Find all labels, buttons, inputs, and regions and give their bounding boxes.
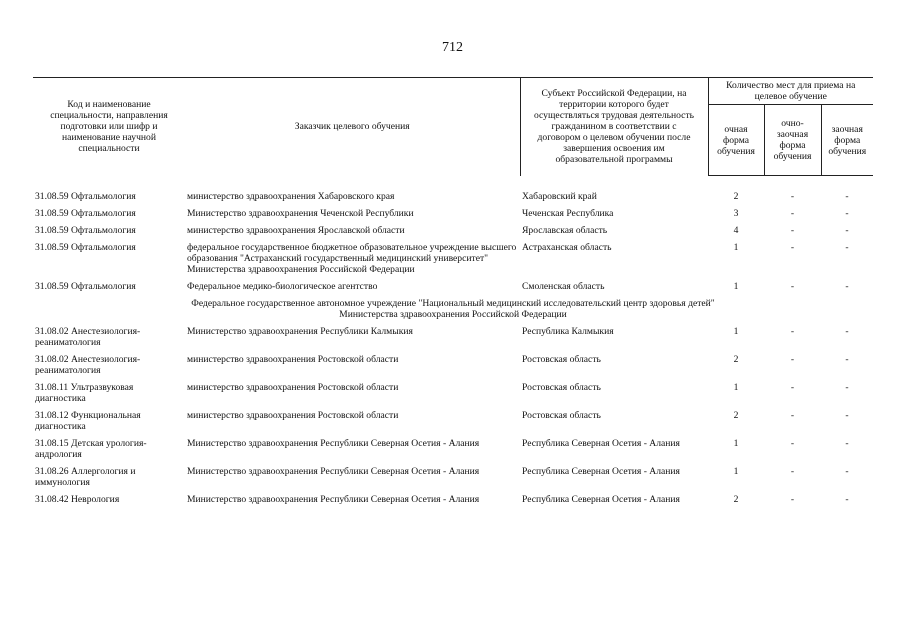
customer-cell: Министерство здравоохранения Республики Северная Осетия - Алания bbox=[187, 438, 480, 449]
part-time-places-cell: - bbox=[790, 326, 795, 337]
distance-places-cell: - bbox=[845, 466, 849, 477]
region-cell: Ростовская область bbox=[522, 382, 601, 393]
specialty-cell: 31.08.02 Анестезиология-реаниматология bbox=[35, 354, 141, 376]
customer-cell: министерство здравоохранения Ростовской области bbox=[187, 382, 399, 393]
full-time-places-cell: 1 bbox=[733, 242, 739, 253]
header-places: Количество мест для приема на целевое обучение bbox=[708, 78, 873, 105]
table-row bbox=[33, 207, 873, 224]
customer-cell: Министерство здравоохранения Чеченской Республики bbox=[187, 208, 414, 219]
specialty-cell: 31.08.59 Офтальмология bbox=[35, 281, 136, 292]
full-time-places-cell: 1 bbox=[733, 326, 739, 337]
specialty-cell: 31.08.59 Офтальмология bbox=[35, 225, 136, 236]
full-time-places-cell: 1 bbox=[733, 281, 739, 292]
customer-cell: министерство здравоохранения Хабаровского края bbox=[187, 191, 395, 202]
full-time-places-cell: 1 bbox=[733, 466, 739, 477]
distance-places-cell: - bbox=[845, 281, 849, 292]
customer-cell: Министерство здравоохранения Республики Северная Осетия - Алания bbox=[187, 494, 480, 505]
distance-places-cell: - bbox=[845, 326, 849, 337]
region-cell: Астраханская область bbox=[522, 242, 612, 253]
part-time-places-cell: - bbox=[790, 438, 795, 449]
distance-places-cell: - bbox=[845, 242, 849, 253]
customer-cell: Министерство здравоохранения Республики Калмыкия bbox=[187, 326, 413, 337]
part-time-places-cell: - bbox=[790, 281, 795, 292]
table-row bbox=[33, 409, 873, 437]
distance-places-cell: - bbox=[845, 354, 849, 365]
distance-places-cell: - bbox=[845, 438, 849, 449]
table-row bbox=[33, 224, 873, 241]
header-region: Субъект Российской Федерации, на территории которого будет осуществляться трудовая деятельность гражданином в соответствии с договором о целевом обучении после завершения освоения им образовательной программы bbox=[520, 78, 708, 176]
institution-name: Федеральное государственное автономное учреждение "Национальный медицинский исследовательский центр здоровья детей" bbox=[191, 298, 715, 309]
specialty-cell: 31.08.59 Офтальмология bbox=[35, 191, 136, 202]
header-full-time: очная форма обучения bbox=[708, 105, 764, 176]
region-cell: Республика Северная Осетия - Алания bbox=[522, 494, 680, 505]
part-time-places-cell: - bbox=[790, 191, 795, 202]
distance-places-cell: - bbox=[845, 208, 849, 219]
region-cell: Хабаровский край bbox=[522, 191, 597, 202]
region-cell: Ростовская область bbox=[522, 410, 601, 421]
region-cell: Ярославская область bbox=[522, 225, 608, 236]
header-code: Код и наименование специальности, направления подготовки или шифр и наименование научной специальности bbox=[33, 78, 185, 176]
specialty-cell: 31.08.02 Анестезиология-реаниматология bbox=[35, 326, 141, 348]
customer-cell: министерство здравоохранения Ярославской области bbox=[187, 225, 405, 236]
table-row bbox=[33, 437, 873, 465]
header-customer: Заказчик целевого обучения bbox=[185, 78, 520, 176]
full-time-places-cell: 3 bbox=[733, 208, 739, 219]
part-time-places-cell: - bbox=[790, 494, 795, 505]
customer-cell: министерство здравоохранения Ростовской области bbox=[187, 354, 399, 365]
distance-places-cell: - bbox=[845, 191, 849, 202]
page-number: 712 bbox=[442, 40, 463, 55]
region-cell: Республика Северная Осетия - Алания bbox=[522, 466, 680, 477]
full-time-places-cell: 4 bbox=[733, 225, 739, 236]
region-cell: Чеченская Республика bbox=[522, 208, 614, 219]
part-time-places-cell: - bbox=[790, 466, 795, 477]
full-time-places-cell: 2 bbox=[733, 354, 739, 365]
full-time-places-cell: 1 bbox=[733, 382, 739, 393]
table-row bbox=[33, 241, 873, 280]
table-row bbox=[33, 353, 873, 381]
customer-cell: министерство здравоохранения Ростовской области bbox=[187, 410, 399, 421]
part-time-places-cell: - bbox=[790, 354, 795, 365]
specialty-cell: 31.08.42 Неврология bbox=[35, 494, 120, 505]
distance-places-cell: - bbox=[845, 382, 849, 393]
table-row bbox=[33, 381, 873, 409]
customer-cell: Федеральное медико-биологическое агентство bbox=[187, 281, 378, 292]
part-time-places-cell: - bbox=[790, 410, 795, 421]
distance-places-cell: - bbox=[845, 494, 849, 505]
part-time-places-cell: - bbox=[790, 242, 795, 253]
table-row bbox=[33, 190, 873, 207]
institution-heading bbox=[33, 297, 873, 325]
header-part-time: очно-заочная форма обучения bbox=[764, 105, 821, 176]
region-cell: Республика Калмыкия bbox=[522, 326, 614, 337]
full-time-places-cell: 2 bbox=[733, 410, 739, 421]
region-cell: Смоленская область bbox=[522, 281, 605, 292]
full-time-places-cell: 1 bbox=[733, 438, 739, 449]
specialty-cell: 31.08.15 Детская урология-андрология bbox=[35, 438, 147, 460]
admission-quota-table bbox=[33, 77, 873, 510]
region-cell: Республика Северная Осетия - Алания bbox=[522, 438, 680, 449]
specialty-cell: 31.08.59 Офтальмология bbox=[35, 208, 136, 219]
customer-cell: федеральное государственное бюджетное образовательное учреждение высшего образования "Астраханский государственный медицинский университет" Министерства здравоохранения Российской Федерации bbox=[187, 242, 517, 275]
region-cell: Ростовская область bbox=[522, 354, 601, 365]
table-row bbox=[33, 465, 873, 493]
specialty-cell: 31.08.26 Аллергология и иммунология bbox=[35, 466, 136, 488]
distance-places-cell: - bbox=[845, 225, 849, 236]
table-row bbox=[33, 325, 873, 353]
part-time-places-cell: - bbox=[790, 208, 795, 219]
customer-cell: Министерство здравоохранения Республики Северная Осетия - Алания bbox=[187, 466, 480, 477]
specialty-cell: 31.08.11 Ультразвуковая диагностика bbox=[35, 382, 134, 404]
part-time-places-cell: - bbox=[790, 382, 795, 393]
distance-places-cell: - bbox=[845, 410, 849, 421]
institution-row bbox=[33, 297, 873, 325]
institution-ministry: Министерства здравоохранения Российской Федерации bbox=[339, 309, 567, 320]
table-row bbox=[33, 280, 873, 297]
part-time-places-cell: - bbox=[790, 225, 795, 236]
specialty-cell: 31.08.59 Офтальмология bbox=[35, 242, 136, 253]
specialty-cell: 31.08.12 Функциональная диагностика bbox=[35, 410, 141, 432]
full-time-places-cell: 2 bbox=[733, 494, 739, 505]
full-time-places-cell: 2 bbox=[733, 191, 739, 202]
header-distance: заочная форма обучения bbox=[821, 105, 873, 176]
table-row bbox=[33, 493, 873, 510]
